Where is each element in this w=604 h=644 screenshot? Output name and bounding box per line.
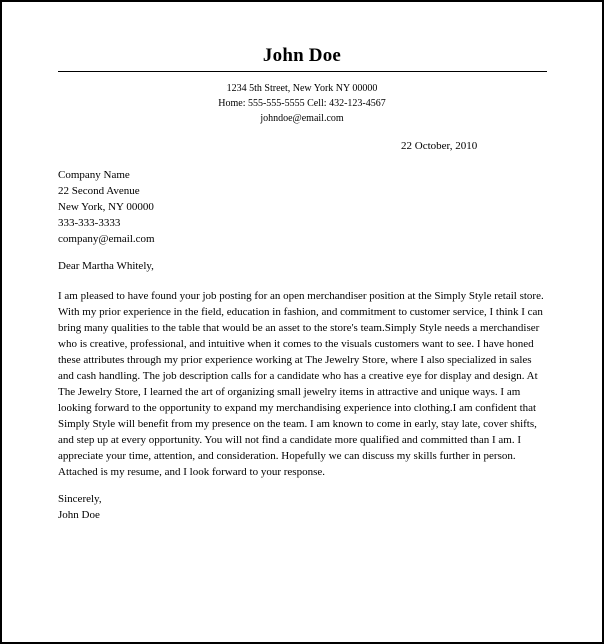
body-line: these attributes through my prior experience working at The Jewelry Store, where I also specialized in sales [58,354,532,366]
closing-block [58,491,102,523]
body-line: With my prior experience in the field, education in fashion, and commitment to customer service, I think I can [58,306,543,318]
header-divider [58,71,547,72]
recipient-phone: 333-333-3333 [58,217,121,229]
signature: John Doe [58,509,100,521]
sender-email: johndoe@email.com [260,113,344,124]
body-line: appreciate your time, attention, and consideration. Hopefully we can discuss my skills further in person. [58,450,516,462]
body-line: and step up at every opportunity. You will not find a candidate more qualified and committed than I am. I [58,434,522,446]
body-line: bring many qualities to the table that would be an asset to the store's team.Simply Style needs a merchandiser [58,322,540,334]
body-line: The Jewelry Store, I learned the art of organizing small jewelry items in attractive and unique ways. I am [58,386,521,398]
recipient-email: company@email.com [58,233,155,245]
recipient-street: 22 Second Avenue [58,185,140,197]
recipient-company: Company Name [58,169,130,181]
body-line: Simply Style will benefit from my presence on the team. I am known to come in early, stay late, cover shifts, [58,418,537,430]
letter-date: 22 October, 2010 [401,140,478,152]
salutation: Dear Martha Whitely, [58,260,154,272]
recipient-block [58,167,155,247]
recipient-city: New York, NY 00000 [58,201,154,213]
signoff: Sincerely, [58,493,102,505]
body-line: I am pleased to have found your job posting for an open merchandiser position at the Simply Style retail store. [58,290,544,302]
body-line: looking forward to the opportunity to expand my merchandising experience into clothing.I am confident that [58,402,537,414]
sender-phones: Home: 555-555-5555 Cell: 432-123-4567 [218,98,386,109]
sender-address: 1234 5th Street, New York NY 00000 [226,83,378,94]
body-line: Attached is my resume, and I look forward to your response. [58,466,325,478]
sender-name: John Doe [262,45,342,66]
body-line: who is creative, professional, and intuitive when it comes to the visuals customers want to see. I have honed [58,338,534,350]
letter-body [58,288,548,480]
body-line: and cash handling. The job description calls for a candidate who has a creative eye for display and design. At [58,370,538,382]
